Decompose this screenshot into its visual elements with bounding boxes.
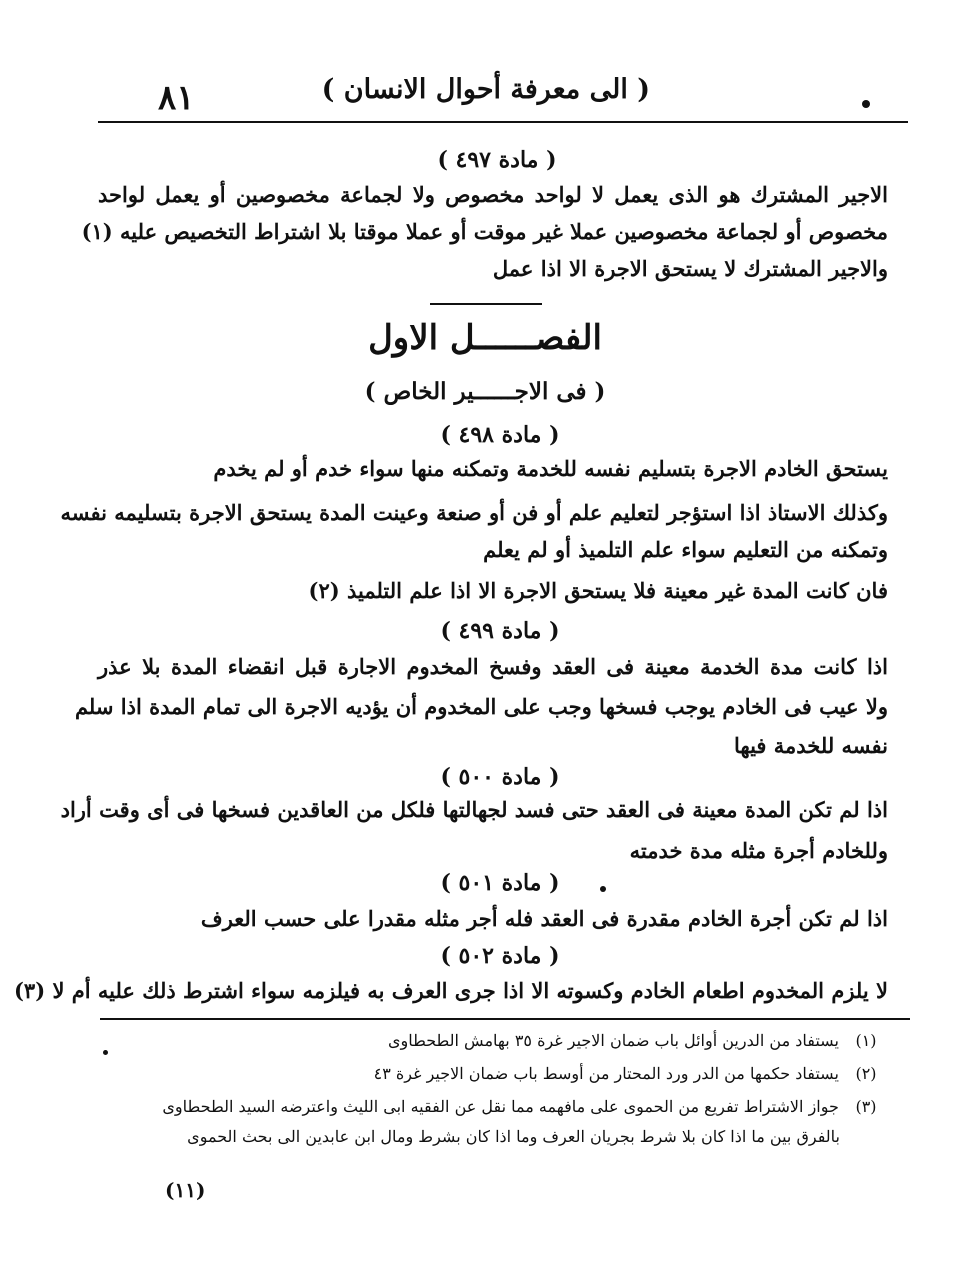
article-502-line-1: لا يلزم المخدوم اطعام الخادم وكسوته الا اذا جرى العرف به فيلزمه سواء اشترط ذلك عليه أم لا (٣) [13,978,888,1003]
article-497-heading: ( مادة ٤٩٧ ) [437,147,557,173]
article-497-line-2: مخصوص أو لجماعة مخصوصين عملا غير موقت أو عملا موقتا بلا اشتراط التخصيص عليه (١) [81,219,888,244]
footnote-2-text: يستفاد حكمها من الدر ورد المحتار من أوسط باب ضمان الاجير غرة ٤٣ [373,1064,839,1083]
footnote-2-number: (٢) [855,1064,877,1083]
article-500-line-1: اذا لم تكن المدة معينة فى العقد حتى فسد لجهالتها فلكل من العاقدين فسخها فى أى وقت أراد [60,797,888,822]
signature-number: (١١) [165,1178,206,1202]
article-501-line-1: اذا لم تكن أجرة الخادم مقدرة فى العقد فله أجر مثله مقدرا على حسب العرف [200,906,888,931]
article-499-line-2: ولا عيب فى الخادم يوجب فسخها وجب على المخدوم أن يؤديه الاجرة الى تمام المدة اذا سلم [74,694,888,719]
ink-speck-2 [103,1050,108,1055]
article-500-heading: ( مادة ٥٠٠ ) [440,764,560,790]
footnote-1-number: (١) [855,1031,877,1050]
header-rule [98,121,908,123]
article-498-line-1: يستحق الخادم الاجرة بتسليم نفسه للخدمة وتمكنه منها سواء خدم أو لم يخدم [213,456,888,481]
article-499-heading: ( مادة ٤٩٩ ) [440,618,560,644]
article-502-heading: ( مادة ٥٠٢ ) [440,943,560,969]
article-501-heading: ( مادة ٥٠١ ) [440,870,560,896]
running-header-title: ( الى معرفة أحوال الانسان ) [321,74,650,105]
footnote-3-continuation: بالفرق بين ما اذا كان بلا شرط بجريان العرف وما اذا كان بشرط ومال ابن عابدين الى بحث الحموى [187,1127,840,1146]
header-dot [862,100,870,108]
article-498-line-3: وتمكنه من التعليم سواء علم التلميذ أو لم يعلم [483,537,888,562]
footnote-2 [374,1064,888,1083]
article-498-line-2: وكذلك الاستاذ اذا استؤجر لتعليم علم أو فن أو صنعة وعينت المدة يستحق الاجرة بتسليمه نفسه [60,500,888,525]
footnote-1 [388,1031,888,1050]
article-499-line-1: اذا كانت مدة الخدمة معينة فى العقد وفسخ المخدوم الاجارة قبل انقضاء المدة بلا عذر [98,654,888,679]
section-divider [430,303,542,305]
article-499-line-3: نفسه للخدمة فيها [734,733,888,758]
footnote-3 [162,1097,888,1116]
ink-speck [600,886,606,892]
article-497-line-1: الاجير المشترك هو الذى يعمل لا لواحد مخصوص ولا لجماعة مخصوصين أو يعمل لواحد [98,182,888,207]
section-subtitle: ( فى الاجــــــير الخاص ) [364,378,606,405]
footnote-3-text: جواز الاشتراط تفريع من الحموى على مافهمه مما نقل عن الفقيه ابى الليث واعترضه السيد الطحطاوى [162,1097,839,1116]
article-498-line-4: فان كانت المدة غير معينة فلا يستحق الاجرة الا اذا علم التلميذ (٢) [308,578,888,603]
footnote-3-number: (٣) [855,1097,877,1116]
section-title: الفصــــــل الاول [368,318,602,358]
page-number: ٨١ [158,78,195,118]
footnote-1-text: يستفاد من الدرين أوائل باب ضمان الاجير غرة ٣٥ بهامش الطحطاوى [387,1031,839,1050]
article-497-line-3: والاجير المشترك لا يستحق الاجرة الا اذا عمل [492,256,888,281]
article-500-line-2: وللخادم أجرة مثله مدة خدمته [629,838,888,863]
article-498-heading: ( مادة ٤٩٨ ) [440,422,560,448]
footnote-rule [100,1018,910,1020]
